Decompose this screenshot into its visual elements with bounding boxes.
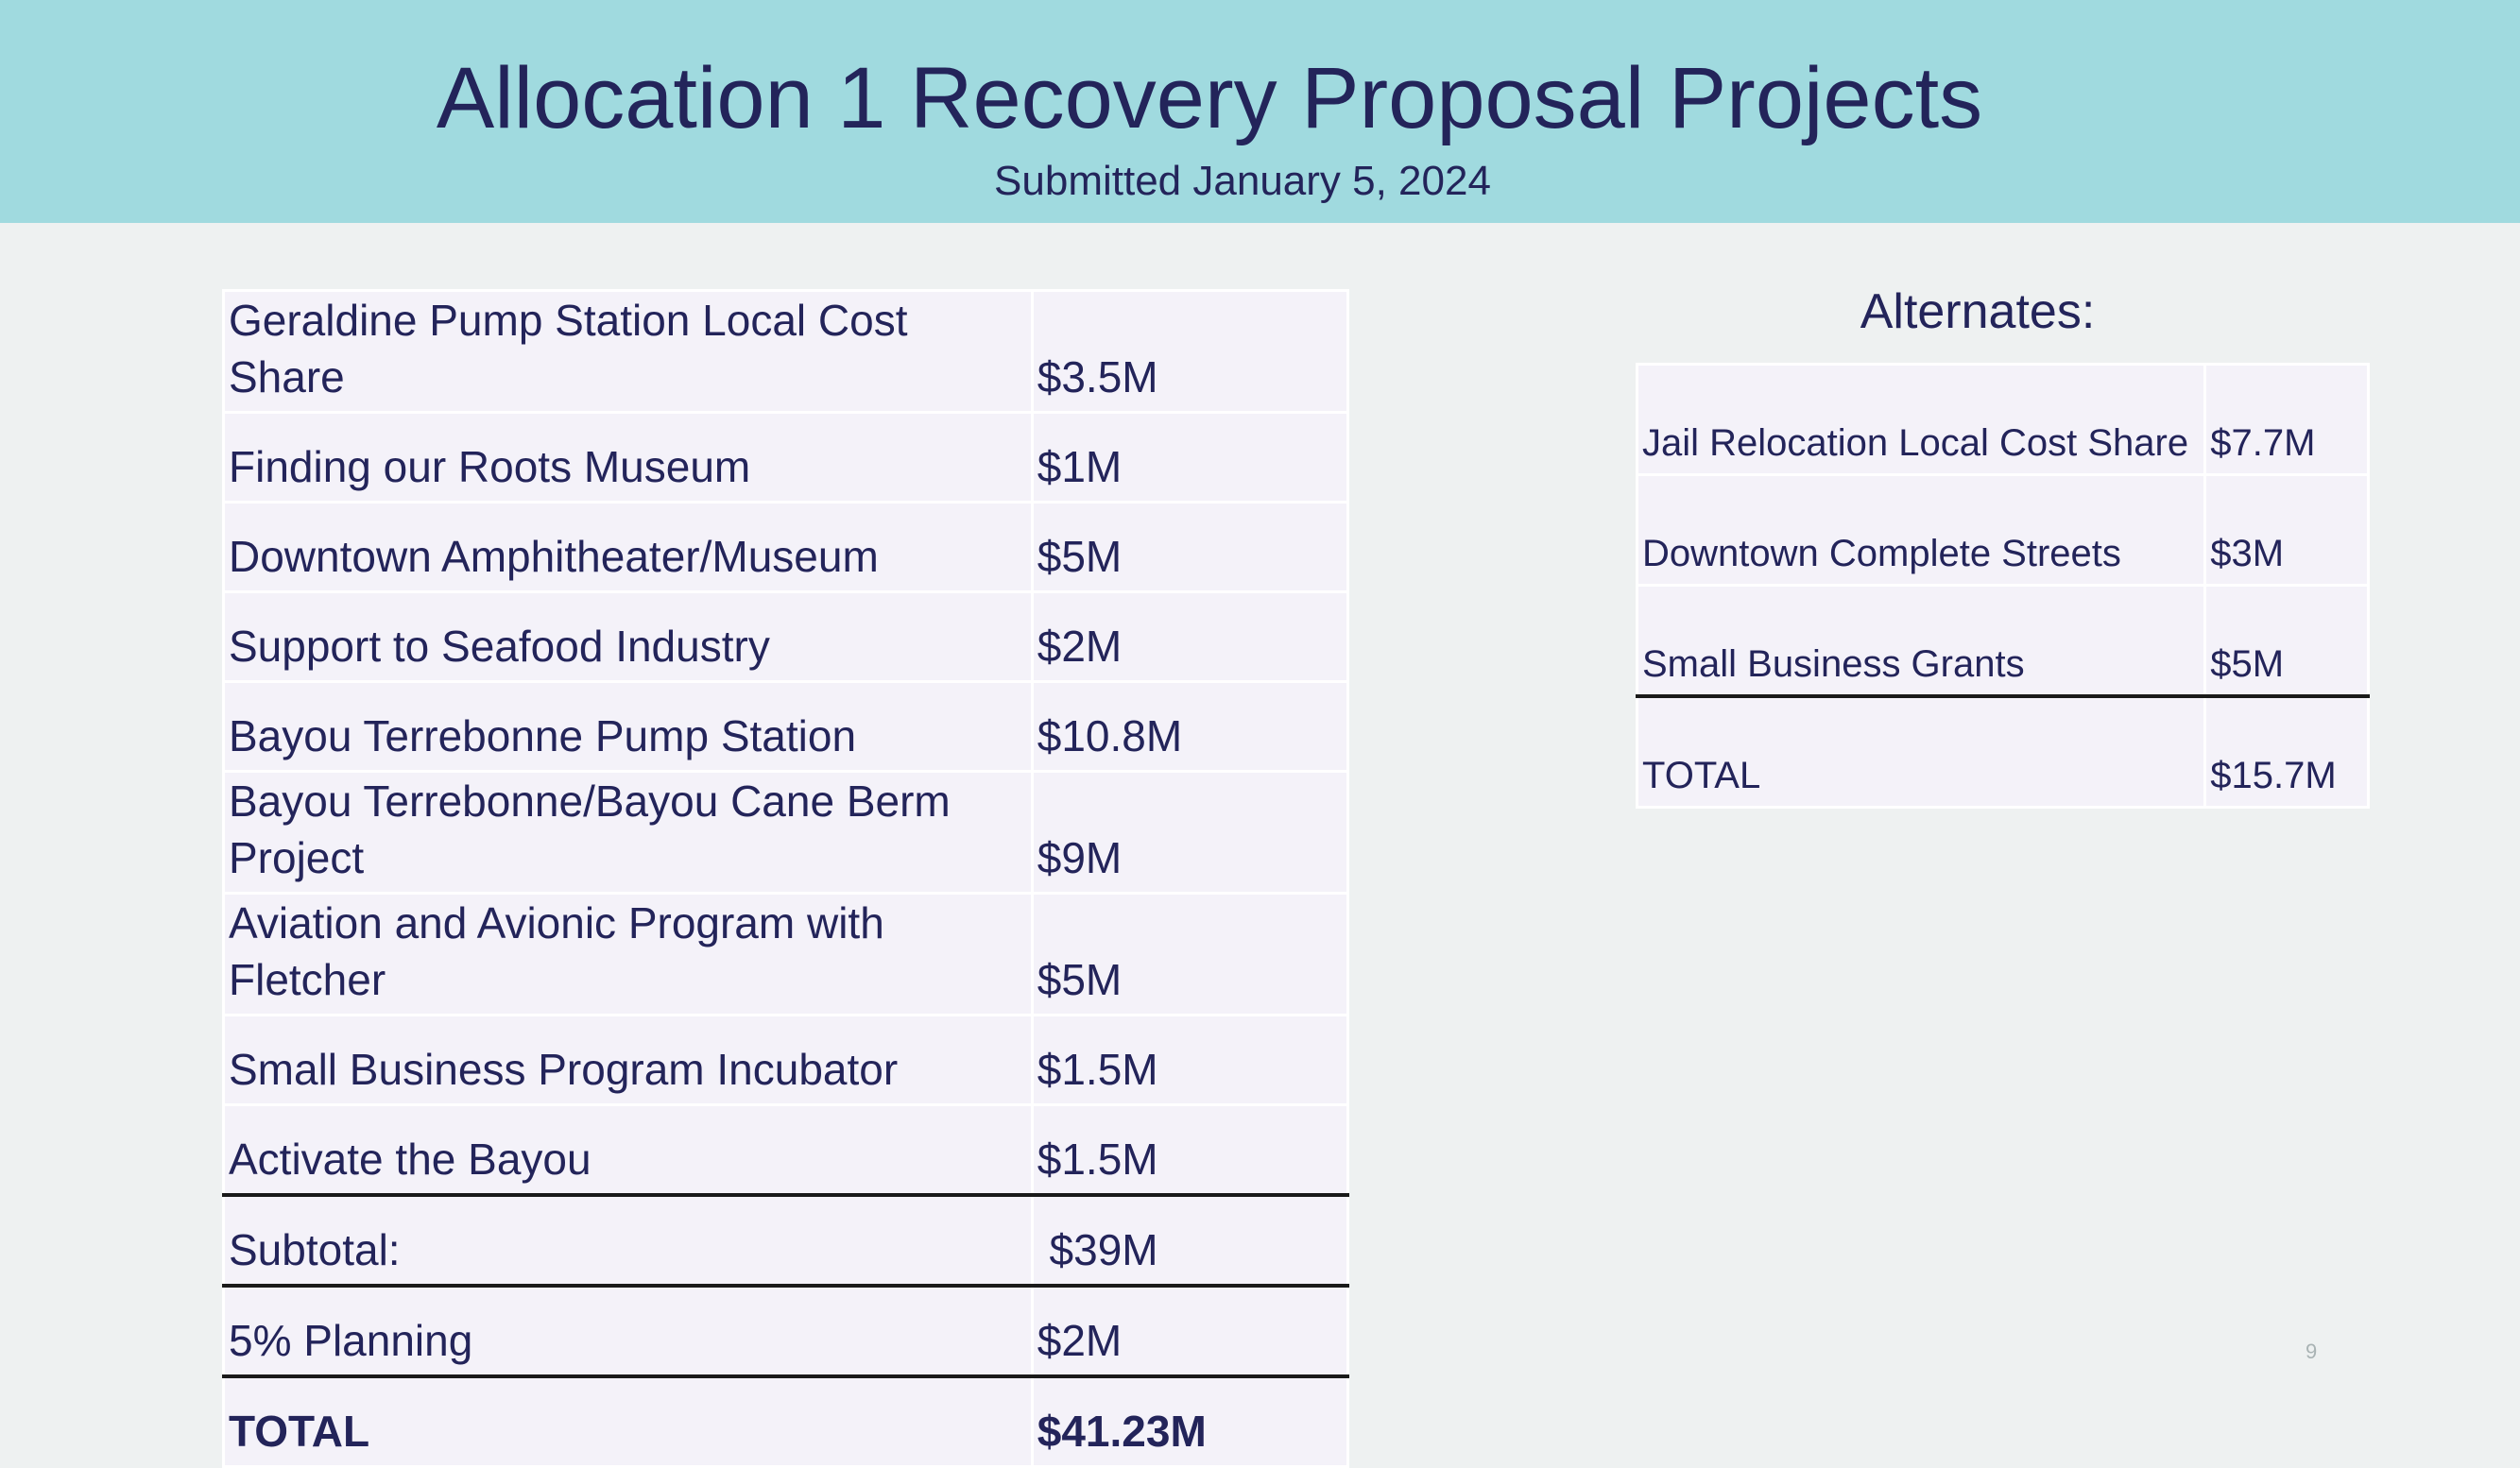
project-name: Bayou Terrebonne/Bayou Cane Berm Project xyxy=(224,772,1033,894)
project-name: Bayou Terrebonne Pump Station xyxy=(224,682,1033,772)
alternates-total-row xyxy=(1637,696,2369,808)
subtotal-amount: $39M xyxy=(1032,1195,1347,1286)
alternate-name: Small Business Grants xyxy=(1637,586,2205,697)
table-row xyxy=(224,1105,1348,1196)
table-row xyxy=(224,894,1348,1016)
alternates-table xyxy=(1636,363,2370,809)
table-row xyxy=(1637,475,2369,586)
page-subtitle: Submitted January 5, 2024 xyxy=(994,158,1491,204)
project-amount: $1M xyxy=(1032,413,1347,503)
subtotal-row xyxy=(224,1195,1348,1286)
table-row xyxy=(224,291,1348,413)
project-amount: $9M xyxy=(1032,772,1347,894)
project-amount: $2M xyxy=(1032,592,1347,682)
alternates-heading: Alternates: xyxy=(1860,284,2096,339)
table-row xyxy=(224,592,1348,682)
project-amount: $3.5M xyxy=(1032,291,1347,413)
project-name: Activate the Bayou xyxy=(224,1105,1033,1196)
table-row xyxy=(224,1016,1348,1105)
alternate-name: Jail Relocation Local Cost Share xyxy=(1637,365,2205,475)
alternate-amount: $3M xyxy=(2205,475,2369,586)
planning-amount: $2M xyxy=(1032,1286,1347,1376)
page-title: Allocation 1 Recovery Proposal Projects xyxy=(436,50,1983,146)
project-amount: $10.8M xyxy=(1032,682,1347,772)
page-number: 9 xyxy=(2306,1340,2318,1363)
project-name: Aviation and Avionic Program with Fletcher xyxy=(224,894,1033,1016)
alternate-name: Downtown Complete Streets xyxy=(1637,475,2205,586)
total-row xyxy=(224,1376,1348,1467)
table-row xyxy=(224,682,1348,772)
project-amount: $5M xyxy=(1032,503,1347,592)
project-amount: $5M xyxy=(1032,894,1347,1016)
project-amount: $1.5M xyxy=(1032,1105,1347,1196)
projects-table xyxy=(222,289,1349,1468)
alternate-amount: $5M xyxy=(2205,586,2369,697)
alternates-total-amount: $15.7M xyxy=(2205,696,2369,808)
total-amount: $41.23M xyxy=(1032,1376,1347,1467)
table-row xyxy=(224,503,1348,592)
project-name: Downtown Amphitheater/Museum xyxy=(224,503,1033,592)
table-row xyxy=(1637,586,2369,697)
table-row xyxy=(1637,365,2369,475)
subtotal-label: Subtotal: xyxy=(224,1195,1033,1286)
planning-label: 5% Planning xyxy=(224,1286,1033,1376)
table-row xyxy=(224,413,1348,503)
project-name: Support to Seafood Industry xyxy=(224,592,1033,682)
planning-row xyxy=(224,1286,1348,1376)
project-name: Geraldine Pump Station Local Cost Share xyxy=(224,291,1033,413)
total-label: TOTAL xyxy=(224,1376,1033,1467)
project-amount: $1.5M xyxy=(1032,1016,1347,1105)
alternates-total-label: TOTAL xyxy=(1637,696,2205,808)
project-name: Small Business Program Incubator xyxy=(224,1016,1033,1105)
alternate-amount: $7.7M xyxy=(2205,365,2369,475)
table-row xyxy=(224,772,1348,894)
project-name: Finding our Roots Museum xyxy=(224,413,1033,503)
